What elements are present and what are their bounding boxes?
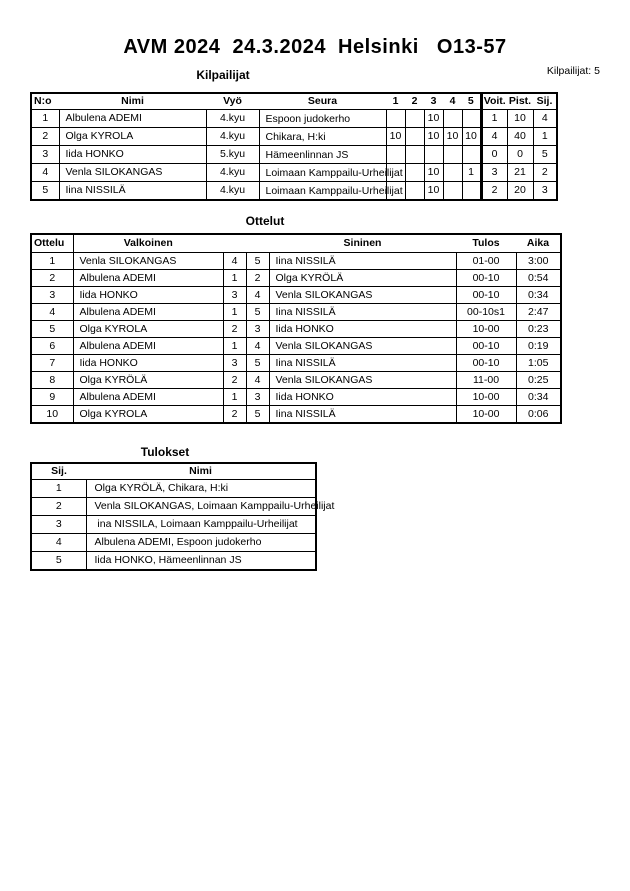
match-score-cell [443, 164, 462, 182]
white-competitor-number: 3 [223, 287, 246, 304]
match-score-cell [443, 110, 462, 128]
result-place: 4 [31, 534, 86, 552]
header-wins: Voit. [481, 93, 507, 110]
competitor-place: 3 [533, 182, 557, 201]
match-score-cell: 10 [462, 128, 481, 146]
match-number: 6 [31, 338, 73, 355]
header-place: Sij. [533, 93, 557, 110]
competitor-number: 3 [31, 146, 59, 164]
match-time: 0:54 [516, 270, 561, 287]
competitor-club: Loimaan Kamppailu-Urheilijat [259, 164, 386, 182]
competitor-points: 0 [507, 146, 533, 164]
competitor-row [31, 128, 557, 146]
competitor-place: 1 [533, 128, 557, 146]
match-result: 10-00 [456, 389, 516, 406]
competitor-name: Olga KYROLA [59, 128, 206, 146]
competitor-wins: 1 [481, 110, 507, 128]
match-row [31, 406, 561, 424]
result-name: ina NISSILA, Loimaan Kamppailu-Urheilijat [86, 516, 316, 534]
white-competitor: Albulena ADEMI [73, 304, 223, 321]
white-competitor: Albulena ADEMI [73, 270, 223, 287]
match-number: 10 [31, 406, 73, 424]
blue-competitor-number: 5 [246, 355, 269, 372]
white-competitor: Iida HONKO [73, 355, 223, 372]
white-competitor-number: 1 [223, 304, 246, 321]
header-match-no: Ottelu [31, 234, 73, 253]
competitor-club: Chikara, H:ki [259, 128, 386, 146]
white-competitor: Olga KYRÖLÄ [73, 372, 223, 389]
match-time: 0:34 [516, 389, 561, 406]
matches-table [30, 233, 562, 424]
result-place: 3 [31, 516, 86, 534]
match-result: 00-10 [456, 270, 516, 287]
competitor-name: Iida HONKO [59, 146, 206, 164]
competitor-number: 4 [31, 164, 59, 182]
competitor-wins: 3 [481, 164, 507, 182]
match-row [31, 372, 561, 389]
result-row [31, 480, 316, 498]
white-competitor: Albulena ADEMI [73, 338, 223, 355]
match-score-cell [462, 146, 481, 164]
match-score-cell [462, 182, 481, 201]
match-row [31, 338, 561, 355]
header-belt: Vyö [206, 93, 259, 110]
blue-competitor: Iida HONKO [269, 389, 456, 406]
blue-competitor: Iina NISSILÄ [269, 304, 456, 321]
competitor-wins: 4 [481, 128, 507, 146]
competitor-club: Espoon judokerho [259, 110, 386, 128]
blue-competitor-number: 3 [246, 321, 269, 338]
match-number: 3 [31, 287, 73, 304]
competitor-number: 5 [31, 182, 59, 201]
white-competitor-number: 1 [223, 338, 246, 355]
header-match-5: 5 [462, 93, 481, 110]
match-number: 2 [31, 270, 73, 287]
result-place: 1 [31, 480, 86, 498]
competitor-wins: 0 [481, 146, 507, 164]
result-row [31, 552, 316, 571]
match-time: 3:00 [516, 253, 561, 270]
result-row [31, 498, 316, 516]
match-score-cell [443, 182, 462, 201]
match-score-cell [462, 110, 481, 128]
competitor-name: Venla SILOKANGAS [59, 164, 206, 182]
match-score-cell: 10 [424, 182, 443, 201]
competitor-row [31, 164, 557, 182]
match-row [31, 321, 561, 338]
blue-competitor: Iida HONKO [269, 321, 456, 338]
header-place: Sij. [31, 463, 86, 480]
competitor-points: 20 [507, 182, 533, 201]
section-title-results: Tulokset [140, 445, 190, 459]
page-title: AVM 2024 24.3.2024 Helsinki O13-57 [123, 36, 507, 58]
blue-competitor: Venla SILOKANGAS [269, 338, 456, 355]
header-white: Valkoinen [73, 234, 223, 253]
blue-competitor-number: 4 [246, 287, 269, 304]
header-white-number [223, 234, 246, 253]
result-name: Iida HONKO, Hämeenlinnan JS [86, 552, 316, 571]
match-time: 2:47 [516, 304, 561, 321]
white-competitor: Iida HONKO [73, 287, 223, 304]
match-time: 0:25 [516, 372, 561, 389]
white-competitor-number: 1 [223, 389, 246, 406]
match-row [31, 270, 561, 287]
result-name: Venla SILOKANGAS, Loimaan Kamppailu-Urheilijat [86, 498, 316, 516]
header-match-3: 3 [424, 93, 443, 110]
competitors-count: Kilpailijat: 5 [546, 65, 600, 77]
match-row [31, 304, 561, 321]
match-time: 0:06 [516, 406, 561, 424]
result-place: 5 [31, 552, 86, 571]
competitor-place: 2 [533, 164, 557, 182]
competitor-number: 2 [31, 128, 59, 146]
white-competitor-number: 1 [223, 270, 246, 287]
white-competitor-number: 2 [223, 372, 246, 389]
competitor-belt: 5.kyu [206, 146, 259, 164]
match-result: 00-10 [456, 355, 516, 372]
competitor-belt: 4.kyu [206, 182, 259, 201]
header-result: Tulos [456, 234, 516, 253]
competitor-belt: 4.kyu [206, 110, 259, 128]
competitor-number: 1 [31, 110, 59, 128]
match-row [31, 287, 561, 304]
blue-competitor-number: 5 [246, 406, 269, 424]
match-row [31, 389, 561, 406]
section-title-matches: Ottelut [245, 214, 285, 228]
white-competitor: Venla SILOKANGAS [73, 253, 223, 270]
match-result: 01-00 [456, 253, 516, 270]
match-number: 7 [31, 355, 73, 372]
match-result: 00-10s1 [456, 304, 516, 321]
header-club: Seura [259, 93, 386, 110]
match-score-cell [386, 146, 405, 164]
match-score-cell: 10 [386, 128, 405, 146]
blue-competitor-number: 4 [246, 338, 269, 355]
competitor-belt: 4.kyu [206, 128, 259, 146]
section-title-competitors: Kilpailijat [196, 68, 250, 82]
match-result: 10-00 [456, 406, 516, 424]
match-result: 11-00 [456, 372, 516, 389]
competitor-row [31, 146, 557, 164]
blue-competitor: Iina NISSILÄ [269, 355, 456, 372]
competitor-wins: 2 [481, 182, 507, 201]
match-number: 1 [31, 253, 73, 270]
result-row [31, 516, 316, 534]
blue-competitor-number: 4 [246, 372, 269, 389]
match-score-cell [405, 164, 424, 182]
result-name: Olga KYRÖLÄ, Chikara, H:ki [86, 480, 316, 498]
match-score-cell [405, 146, 424, 164]
match-number: 5 [31, 321, 73, 338]
match-time: 0:34 [516, 287, 561, 304]
competitor-points: 40 [507, 128, 533, 146]
match-number: 8 [31, 372, 73, 389]
match-number: 9 [31, 389, 73, 406]
blue-competitor: Olga KYRÖLÄ [269, 270, 456, 287]
match-score-cell [386, 110, 405, 128]
header-time: Aika [516, 234, 561, 253]
match-score-cell: 10 [424, 164, 443, 182]
blue-competitor-number: 5 [246, 253, 269, 270]
competitor-name: Albulena ADEMI [59, 110, 206, 128]
match-score-cell [405, 182, 424, 201]
competitor-club: Loimaan Kamppailu-Urheilijat [259, 182, 386, 201]
competitor-belt: 4.kyu [206, 164, 259, 182]
white-competitor-number: 4 [223, 253, 246, 270]
competitors-table [30, 92, 558, 201]
match-score-cell: 1 [462, 164, 481, 182]
blue-competitor: Venla SILOKANGAS [269, 287, 456, 304]
match-result: 00-10 [456, 338, 516, 355]
match-time: 0:23 [516, 321, 561, 338]
results-header-row [31, 463, 316, 480]
white-competitor: Olga KYROLA [73, 406, 223, 424]
competitor-row [31, 110, 557, 128]
white-competitor: Olga KYROLA [73, 321, 223, 338]
match-result: 10-00 [456, 321, 516, 338]
match-score-cell: 10 [424, 128, 443, 146]
matches-header-row [31, 234, 561, 253]
result-row [31, 534, 316, 552]
competitor-row [31, 182, 557, 201]
match-row [31, 253, 561, 270]
match-row [31, 355, 561, 372]
blue-competitor: Venla SILOKANGAS [269, 372, 456, 389]
match-time: 0:19 [516, 338, 561, 355]
result-name: Albulena ADEMI, Espoon judokerho [86, 534, 316, 552]
header-name: Nimi [86, 463, 316, 480]
blue-competitor-number: 3 [246, 389, 269, 406]
match-score-cell: 10 [424, 110, 443, 128]
match-score-cell [405, 128, 424, 146]
competitors-header-row [31, 93, 557, 110]
competitor-place: 5 [533, 146, 557, 164]
header-match-4: 4 [443, 93, 462, 110]
white-competitor-number: 3 [223, 355, 246, 372]
match-score-cell [443, 146, 462, 164]
result-place: 2 [31, 498, 86, 516]
white-competitor: Albulena ADEMI [73, 389, 223, 406]
match-result: 00-10 [456, 287, 516, 304]
header-blue-number [246, 234, 269, 253]
header-match-1: 1 [386, 93, 405, 110]
header-blue: Sininen [269, 234, 456, 253]
match-score-cell: 10 [443, 128, 462, 146]
competitor-club: Hämeenlinnan JS [259, 146, 386, 164]
match-score-cell [405, 110, 424, 128]
match-number: 4 [31, 304, 73, 321]
header-name: Nimi [59, 93, 206, 110]
blue-competitor-number: 2 [246, 270, 269, 287]
competitor-name: Iina NISSILÄ [59, 182, 206, 201]
competitor-points: 21 [507, 164, 533, 182]
match-score-cell [424, 146, 443, 164]
white-competitor-number: 2 [223, 406, 246, 424]
results-table [30, 462, 335, 571]
header-match-2: 2 [405, 93, 424, 110]
blue-competitor-number: 5 [246, 304, 269, 321]
header-no: N:o [31, 93, 59, 110]
header-points: Pist. [507, 93, 533, 110]
blue-competitor: Iina NISSILÄ [269, 406, 456, 424]
competitor-place: 4 [533, 110, 557, 128]
blue-competitor: Iina NISSILÄ [269, 253, 456, 270]
white-competitor-number: 2 [223, 321, 246, 338]
competitor-points: 10 [507, 110, 533, 128]
match-time: 1:05 [516, 355, 561, 372]
